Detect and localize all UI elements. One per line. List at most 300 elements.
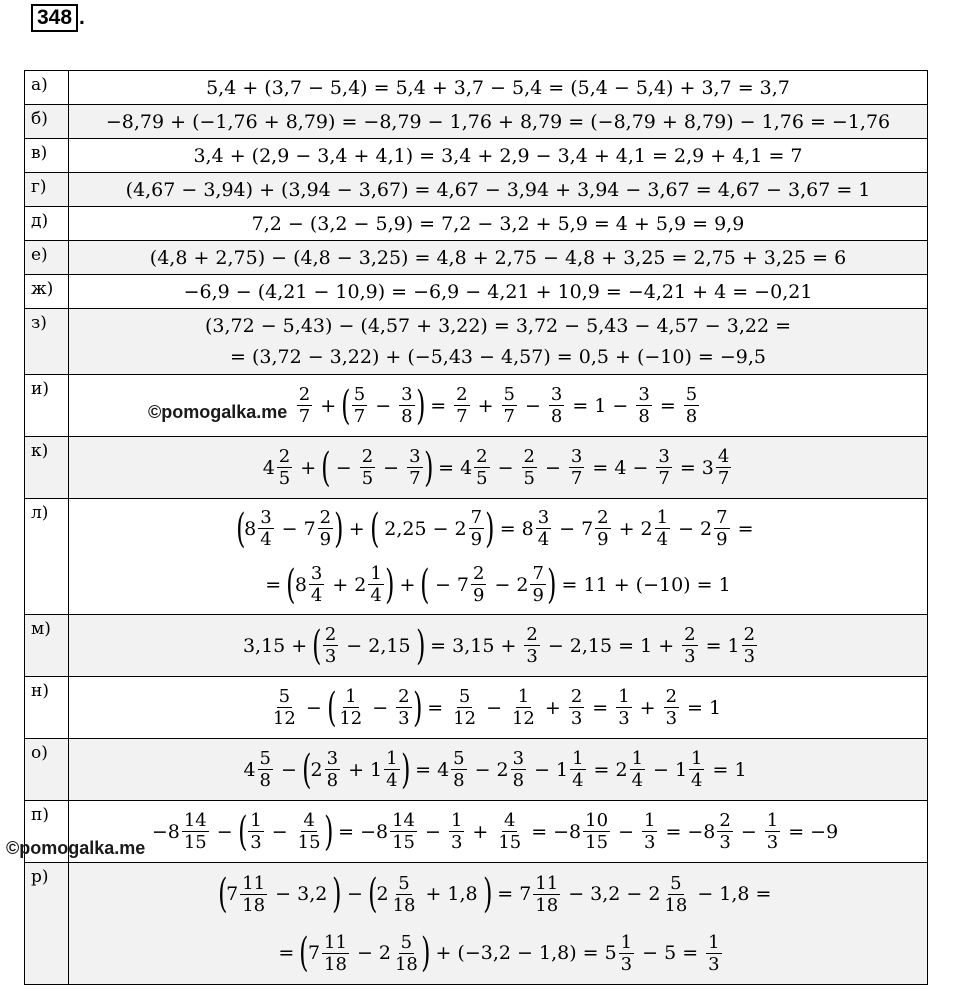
solution-row xyxy=(25,739,928,801)
fraction-numerator: 1 xyxy=(656,507,669,528)
row-expression xyxy=(69,139,928,173)
fraction xyxy=(474,446,489,489)
expression-text: = xyxy=(497,883,514,905)
fraction-numerator: 1 xyxy=(620,931,633,953)
fraction-whole: 5 xyxy=(604,942,617,964)
fraction xyxy=(296,810,323,853)
parenthesis: ) xyxy=(415,622,426,669)
fraction-numerator: 1 xyxy=(766,810,779,831)
fraction-denominator: 4 xyxy=(310,585,323,606)
fraction-numerator: 1 xyxy=(345,686,357,707)
fraction xyxy=(258,507,273,550)
fraction xyxy=(337,686,364,729)
row-label: н) xyxy=(25,677,69,739)
task-number-box: 348 xyxy=(31,4,78,32)
row-label: к) xyxy=(25,437,69,499)
expression-text: − xyxy=(280,758,297,781)
fraction-denominator: 15 xyxy=(498,832,522,853)
fraction-denominator: 3 xyxy=(618,708,630,729)
fraction xyxy=(510,686,537,729)
fraction xyxy=(277,446,292,489)
fraction-whole: 4 xyxy=(460,456,473,479)
solution-row xyxy=(25,499,928,615)
row-expression xyxy=(69,71,928,105)
watermark: ©pomogalka.me xyxy=(6,838,146,858)
expression-text: = xyxy=(737,517,754,540)
fraction-numerator: 4 xyxy=(504,810,516,831)
expression-text: − 5 = xyxy=(642,942,699,964)
expression-text: − xyxy=(434,573,451,596)
expression-text: = 1 xyxy=(687,696,722,719)
row-expression xyxy=(69,105,928,139)
fraction-whole: 1 xyxy=(674,758,688,781)
fraction-denominator: 15 xyxy=(297,832,321,853)
fraction-denominator: 3 xyxy=(250,832,262,853)
fraction-whole: 2 xyxy=(640,517,653,540)
parenthesis: ( xyxy=(326,684,337,731)
fraction-denominator: 4 xyxy=(691,770,703,791)
expression-text: + 1,8 xyxy=(425,883,478,905)
expression-line: (4,67 − 3,94) + (3,94 − 3,67) = 4,67 − 3,94 + 3,94 − 3,67 = 4,67 − 3,67 = 1 xyxy=(125,178,871,201)
fraction-denominator: 3 xyxy=(743,646,756,667)
fraction-denominator: 9 xyxy=(319,529,332,550)
fraction-whole: 8 xyxy=(294,573,307,596)
fraction-numerator: 2 xyxy=(456,384,468,405)
row-label: е) xyxy=(25,241,69,275)
fraction xyxy=(449,810,464,853)
fraction-denominator: 15 xyxy=(585,832,609,853)
expression-text: = xyxy=(427,696,444,719)
expression-text: = xyxy=(438,456,455,479)
fraction xyxy=(318,507,333,550)
fraction xyxy=(407,446,422,489)
fraction xyxy=(182,810,209,853)
fraction-whole: 8 xyxy=(521,517,534,540)
task-number-dot: . xyxy=(79,6,85,29)
fraction-numerator: 11 xyxy=(242,872,266,894)
fraction xyxy=(642,810,657,853)
fraction-numerator: 3 xyxy=(326,748,339,769)
fraction-denominator: 12 xyxy=(272,708,296,729)
fraction xyxy=(664,686,679,729)
fraction xyxy=(765,810,780,853)
expression-line: 3,4 + (2,9 − 3,4 + 4,1) = 3,4 + 2,9 − 3,4 + 4,1 = 2,9 + 4,1 = 7 xyxy=(193,144,803,167)
expression-text: − 1,8 = xyxy=(697,883,772,905)
solution-row xyxy=(25,309,928,375)
fraction xyxy=(271,686,298,729)
solution-row xyxy=(25,275,928,309)
solution-row xyxy=(25,241,928,275)
fraction-whole: 4 xyxy=(243,758,256,781)
fraction-numerator: 1 xyxy=(618,686,630,707)
expression-text: = xyxy=(265,573,282,596)
expression-line xyxy=(69,810,927,853)
expression-text: − xyxy=(486,696,502,719)
fraction-numerator: 5 xyxy=(453,748,465,769)
expression-text: = xyxy=(665,820,682,843)
fraction-denominator: 4 xyxy=(370,585,382,606)
expression-text: − 2,15 = 1 + xyxy=(547,634,675,657)
fraction-denominator: 3 xyxy=(643,832,656,853)
fraction-whole: −8 xyxy=(553,820,582,843)
expression-text: + xyxy=(320,394,337,417)
expression-text: − xyxy=(375,394,392,417)
expression-line: (3,72 − 5,43) − (4,57 + 3,22) = 3,72 − 5,43 − 4,57 − 3,22 = xyxy=(204,315,792,337)
solution-row xyxy=(25,863,928,985)
row-expression xyxy=(69,615,928,677)
fraction-numerator: 1 xyxy=(708,931,720,953)
fraction-numerator: 2 xyxy=(278,446,291,467)
fraction-whole: 7 xyxy=(226,883,239,905)
fraction xyxy=(391,873,418,916)
fraction xyxy=(549,384,564,427)
row-label: в) xyxy=(25,139,69,173)
parenthesis: ) xyxy=(485,505,495,552)
fraction xyxy=(511,748,526,791)
fraction-numerator: 1 xyxy=(450,810,463,831)
fraction-whole: 8 xyxy=(244,517,257,540)
row-label: з) xyxy=(25,309,69,375)
parenthesis: ) xyxy=(415,382,426,429)
expression-text: = xyxy=(430,394,447,417)
expression-text: − xyxy=(271,820,288,843)
expression-text: = xyxy=(592,696,609,719)
fraction-numerator: 5 xyxy=(685,384,698,405)
expression-text: + xyxy=(300,456,317,479)
fraction-denominator: 4 xyxy=(631,770,644,791)
fraction xyxy=(616,686,631,729)
row-label: г) xyxy=(25,173,69,207)
fraction-whole: 2 xyxy=(310,758,323,781)
fraction-denominator: 8 xyxy=(685,406,698,427)
fraction-denominator: 18 xyxy=(664,894,688,916)
fraction-numerator: 3 xyxy=(537,507,550,528)
fraction-numerator: 3 xyxy=(570,446,583,467)
fraction-denominator: 18 xyxy=(394,953,418,975)
expression-text: − xyxy=(281,517,298,540)
fraction-whole: 2 xyxy=(615,758,628,781)
fraction xyxy=(240,873,267,916)
expression-text: = xyxy=(705,634,722,657)
fraction-numerator: 7 xyxy=(532,563,544,584)
fraction-denominator: 18 xyxy=(392,894,416,916)
expression-text: + xyxy=(618,517,635,540)
fraction-denominator: 3 xyxy=(665,708,678,729)
fraction-numerator: 4 xyxy=(303,810,315,831)
fraction-whole: 2 xyxy=(648,883,661,905)
fraction-numerator: 2 xyxy=(298,384,311,405)
expression-text: + xyxy=(477,394,494,417)
row-label: а) xyxy=(25,71,69,105)
fraction xyxy=(630,748,645,791)
fraction-denominator: 9 xyxy=(473,585,485,606)
solution-row xyxy=(25,437,928,499)
parenthesis: ) xyxy=(420,930,431,976)
fraction-denominator: 8 xyxy=(453,770,465,791)
expression-text: − xyxy=(383,456,400,479)
row-expression xyxy=(69,739,928,801)
expression-text: = 3,15 + xyxy=(430,634,517,657)
fraction-numerator: 14 xyxy=(183,810,207,831)
expression-text: + xyxy=(399,573,416,596)
parenthesis: ( xyxy=(420,561,430,608)
row-expression xyxy=(69,863,928,985)
fraction-denominator: 18 xyxy=(535,894,559,916)
parenthesis: ( xyxy=(235,505,245,552)
row-expression xyxy=(69,677,928,739)
fraction xyxy=(689,748,704,791)
fraction-denominator: 12 xyxy=(453,708,477,729)
fraction xyxy=(352,384,367,427)
expression-line xyxy=(69,446,927,489)
fraction-numerator: 5 xyxy=(353,384,366,405)
fraction xyxy=(569,686,584,729)
row-label: п) xyxy=(25,801,69,863)
expression-text: − xyxy=(678,517,695,540)
fraction-numerator: 3 xyxy=(638,384,650,405)
expression-text: = xyxy=(415,758,432,781)
expression-line xyxy=(69,932,927,975)
row-expression xyxy=(69,241,928,275)
fraction-denominator: 3 xyxy=(450,832,463,853)
parenthesis: ) xyxy=(423,444,434,491)
parenthesis: ) xyxy=(332,871,342,917)
fraction-numerator: 5 xyxy=(503,384,515,405)
fraction xyxy=(636,384,651,427)
solution-row xyxy=(25,173,928,207)
fraction xyxy=(656,446,671,489)
fraction-whole: 2 xyxy=(354,573,367,596)
fraction-denominator: 4 xyxy=(656,529,669,550)
fraction-numerator: 2 xyxy=(324,624,337,645)
expression-text: = 4 − xyxy=(592,456,649,479)
fraction xyxy=(533,873,560,916)
parenthesis: ) xyxy=(334,505,344,552)
expression-text: − 2,15 xyxy=(346,634,411,657)
fraction-numerator: 10 xyxy=(585,810,609,831)
fraction-whole: 2 xyxy=(516,573,529,596)
fraction-numerator: 5 xyxy=(670,872,682,894)
expression-line xyxy=(69,624,927,667)
fraction-denominator: 3 xyxy=(324,646,337,667)
fraction xyxy=(619,932,634,975)
expression-text: + xyxy=(639,696,656,719)
fraction-denominator: 3 xyxy=(684,646,696,667)
solution-row xyxy=(25,139,928,173)
expression-text: − xyxy=(346,883,363,905)
expression-text: − xyxy=(216,820,233,843)
fraction-numerator: 2 xyxy=(361,446,374,467)
fraction-denominator: 5 xyxy=(278,468,291,489)
fraction xyxy=(454,384,469,427)
fraction xyxy=(496,810,523,853)
fraction-denominator: 3 xyxy=(398,708,410,729)
expression-text: − xyxy=(740,820,757,843)
parenthesis: ( xyxy=(237,808,248,855)
fraction xyxy=(595,507,610,550)
fraction xyxy=(684,384,699,427)
expression-text: − xyxy=(653,758,669,781)
fraction-numerator: 1 xyxy=(386,748,398,769)
expression-text: − 3,2 − xyxy=(568,883,643,905)
fraction-denominator: 9 xyxy=(716,529,728,550)
fraction-denominator: 5 xyxy=(523,468,535,489)
fraction-numerator: 1 xyxy=(643,810,656,831)
parenthesis: ( xyxy=(302,746,312,793)
fraction-denominator: 4 xyxy=(537,529,550,550)
fraction-numerator: 5 xyxy=(278,686,291,707)
fraction-denominator: 7 xyxy=(717,468,730,489)
fraction-denominator: 5 xyxy=(476,468,488,489)
fraction-whole: 7 xyxy=(303,517,316,540)
fraction-numerator: 14 xyxy=(392,810,416,831)
fraction-denominator: 15 xyxy=(183,832,207,853)
fraction-denominator: 8 xyxy=(326,770,339,791)
parenthesis: ( xyxy=(299,930,309,976)
row-expression xyxy=(69,801,928,863)
fraction-numerator: 1 xyxy=(631,748,644,769)
fraction xyxy=(384,748,399,791)
watermark: ©pomogalka.me xyxy=(148,402,288,422)
expression-text: = xyxy=(278,942,295,964)
expression-text: − xyxy=(618,820,634,843)
fraction-denominator: 7 xyxy=(456,406,468,427)
parenthesis: ( xyxy=(286,561,296,608)
expression-line: −8,79 + (−1,76 + 8,79) = −8,79 − 1,76 + 8,79 = (−8,79 + 8,79) − 1,76 = −1,76 xyxy=(105,110,891,133)
row-label: о) xyxy=(25,739,69,801)
fraction-whole: 7 xyxy=(456,573,469,596)
parenthesis: ( xyxy=(341,382,351,429)
expression-text: = xyxy=(659,394,676,417)
fraction-numerator: 2 xyxy=(523,446,535,467)
fraction-numerator: 3 xyxy=(401,384,413,405)
fraction xyxy=(655,507,670,550)
fraction xyxy=(583,810,610,853)
fraction xyxy=(524,624,539,667)
fraction-denominator: 7 xyxy=(353,406,366,427)
expression-text: = xyxy=(593,758,610,781)
fraction-denominator: 7 xyxy=(570,468,583,489)
fraction-numerator: 5 xyxy=(259,748,271,769)
fraction-denominator: 9 xyxy=(470,529,483,550)
fraction xyxy=(390,810,417,853)
expression-text: = xyxy=(499,517,516,540)
solution-row xyxy=(25,207,928,241)
fraction-denominator: 3 xyxy=(719,832,731,853)
fraction-whole: 1 xyxy=(369,758,383,781)
expression-text: + (−3,2 − 1,8) = xyxy=(435,942,599,964)
solution-row xyxy=(25,71,928,105)
fraction xyxy=(258,748,273,791)
fraction xyxy=(536,507,551,550)
expression-line xyxy=(69,873,927,916)
fraction xyxy=(325,748,340,791)
fraction-whole: 3 xyxy=(701,456,714,479)
fraction xyxy=(682,624,697,667)
expression-text: − xyxy=(497,456,514,479)
row-label: д) xyxy=(25,207,69,241)
expression-text: − xyxy=(425,820,441,843)
fraction-denominator: 8 xyxy=(512,770,525,791)
fraction-whole: 7 xyxy=(307,942,321,964)
parenthesis: ) xyxy=(400,746,411,793)
fraction-numerator: 4 xyxy=(717,446,730,467)
expression-line: 7,2 − (3,2 − 5,9) = 7,2 − 3,2 + 5,9 = 4 + 5,9 = 9,9 xyxy=(251,212,745,235)
fraction-numerator: 1 xyxy=(370,563,382,584)
fraction-whole: 2 xyxy=(376,883,389,905)
fraction-denominator: 8 xyxy=(259,770,271,791)
parenthesis: ( xyxy=(321,444,331,491)
fraction-denominator: 3 xyxy=(526,646,538,667)
solution-row xyxy=(25,105,928,139)
fraction-numerator: 7 xyxy=(470,507,483,528)
expression-text: = xyxy=(531,820,548,843)
fraction-numerator: 3 xyxy=(658,446,670,467)
expression-line: −6,9 − (4,21 − 10,9) = −6,9 − 4,21 + 10,9 = −4,21 + 4 = −0,21 xyxy=(183,280,813,303)
expression-text: + xyxy=(332,573,349,596)
parenthesis: ) xyxy=(323,808,334,855)
fraction-numerator: 2 xyxy=(476,446,488,467)
row-label: л) xyxy=(25,499,69,615)
expression-line xyxy=(69,507,927,550)
fraction-numerator: 2 xyxy=(743,624,756,645)
solution-row xyxy=(25,801,928,863)
fraction-numerator: 5 xyxy=(400,931,413,953)
parenthesis: ( xyxy=(369,505,380,552)
fraction xyxy=(368,563,383,606)
fraction-denominator: 5 xyxy=(361,468,374,489)
fraction-denominator: 9 xyxy=(532,585,544,606)
fraction-whole: 7 xyxy=(581,517,594,540)
fraction xyxy=(706,932,721,975)
fraction-whole: 1 xyxy=(556,758,569,781)
fraction-numerator: 1 xyxy=(691,748,703,769)
fraction-numerator: 3 xyxy=(260,507,272,528)
fraction xyxy=(530,563,545,606)
fraction-denominator: 18 xyxy=(242,894,266,916)
expression-text: 3,15 + xyxy=(242,634,308,657)
fraction-numerator: 1 xyxy=(572,748,584,769)
fraction xyxy=(714,507,729,550)
fraction xyxy=(396,686,411,729)
expression-text: 2,25 − xyxy=(384,517,449,540)
fraction-denominator: 12 xyxy=(511,708,535,729)
fraction-whole: 1 xyxy=(727,634,740,657)
fraction-denominator: 7 xyxy=(503,406,515,427)
expression-text: = xyxy=(679,456,696,479)
solution-row xyxy=(25,677,928,739)
expression-text: = −9 xyxy=(788,820,839,843)
fraction-numerator: 3 xyxy=(512,748,525,769)
expression-text: − xyxy=(559,517,576,540)
parenthesis: ( xyxy=(217,871,228,917)
expression-text: = xyxy=(338,820,355,843)
fraction xyxy=(451,686,478,729)
fraction-numerator: 3 xyxy=(550,384,563,405)
expression-text: + xyxy=(348,517,365,540)
fraction-numerator: 1 xyxy=(250,810,262,831)
fraction xyxy=(322,932,349,975)
solutions-body xyxy=(25,71,928,985)
parenthesis: ( xyxy=(312,622,322,669)
fraction-whole: −8 xyxy=(360,820,389,843)
fraction-numerator: 5 xyxy=(458,686,471,707)
row-label: р) xyxy=(25,863,69,985)
row-expression xyxy=(69,309,928,375)
expression-text: = 11 + (−10) = 1 xyxy=(561,573,731,596)
expression-text: − xyxy=(544,456,561,479)
expression-text: − xyxy=(372,696,389,719)
